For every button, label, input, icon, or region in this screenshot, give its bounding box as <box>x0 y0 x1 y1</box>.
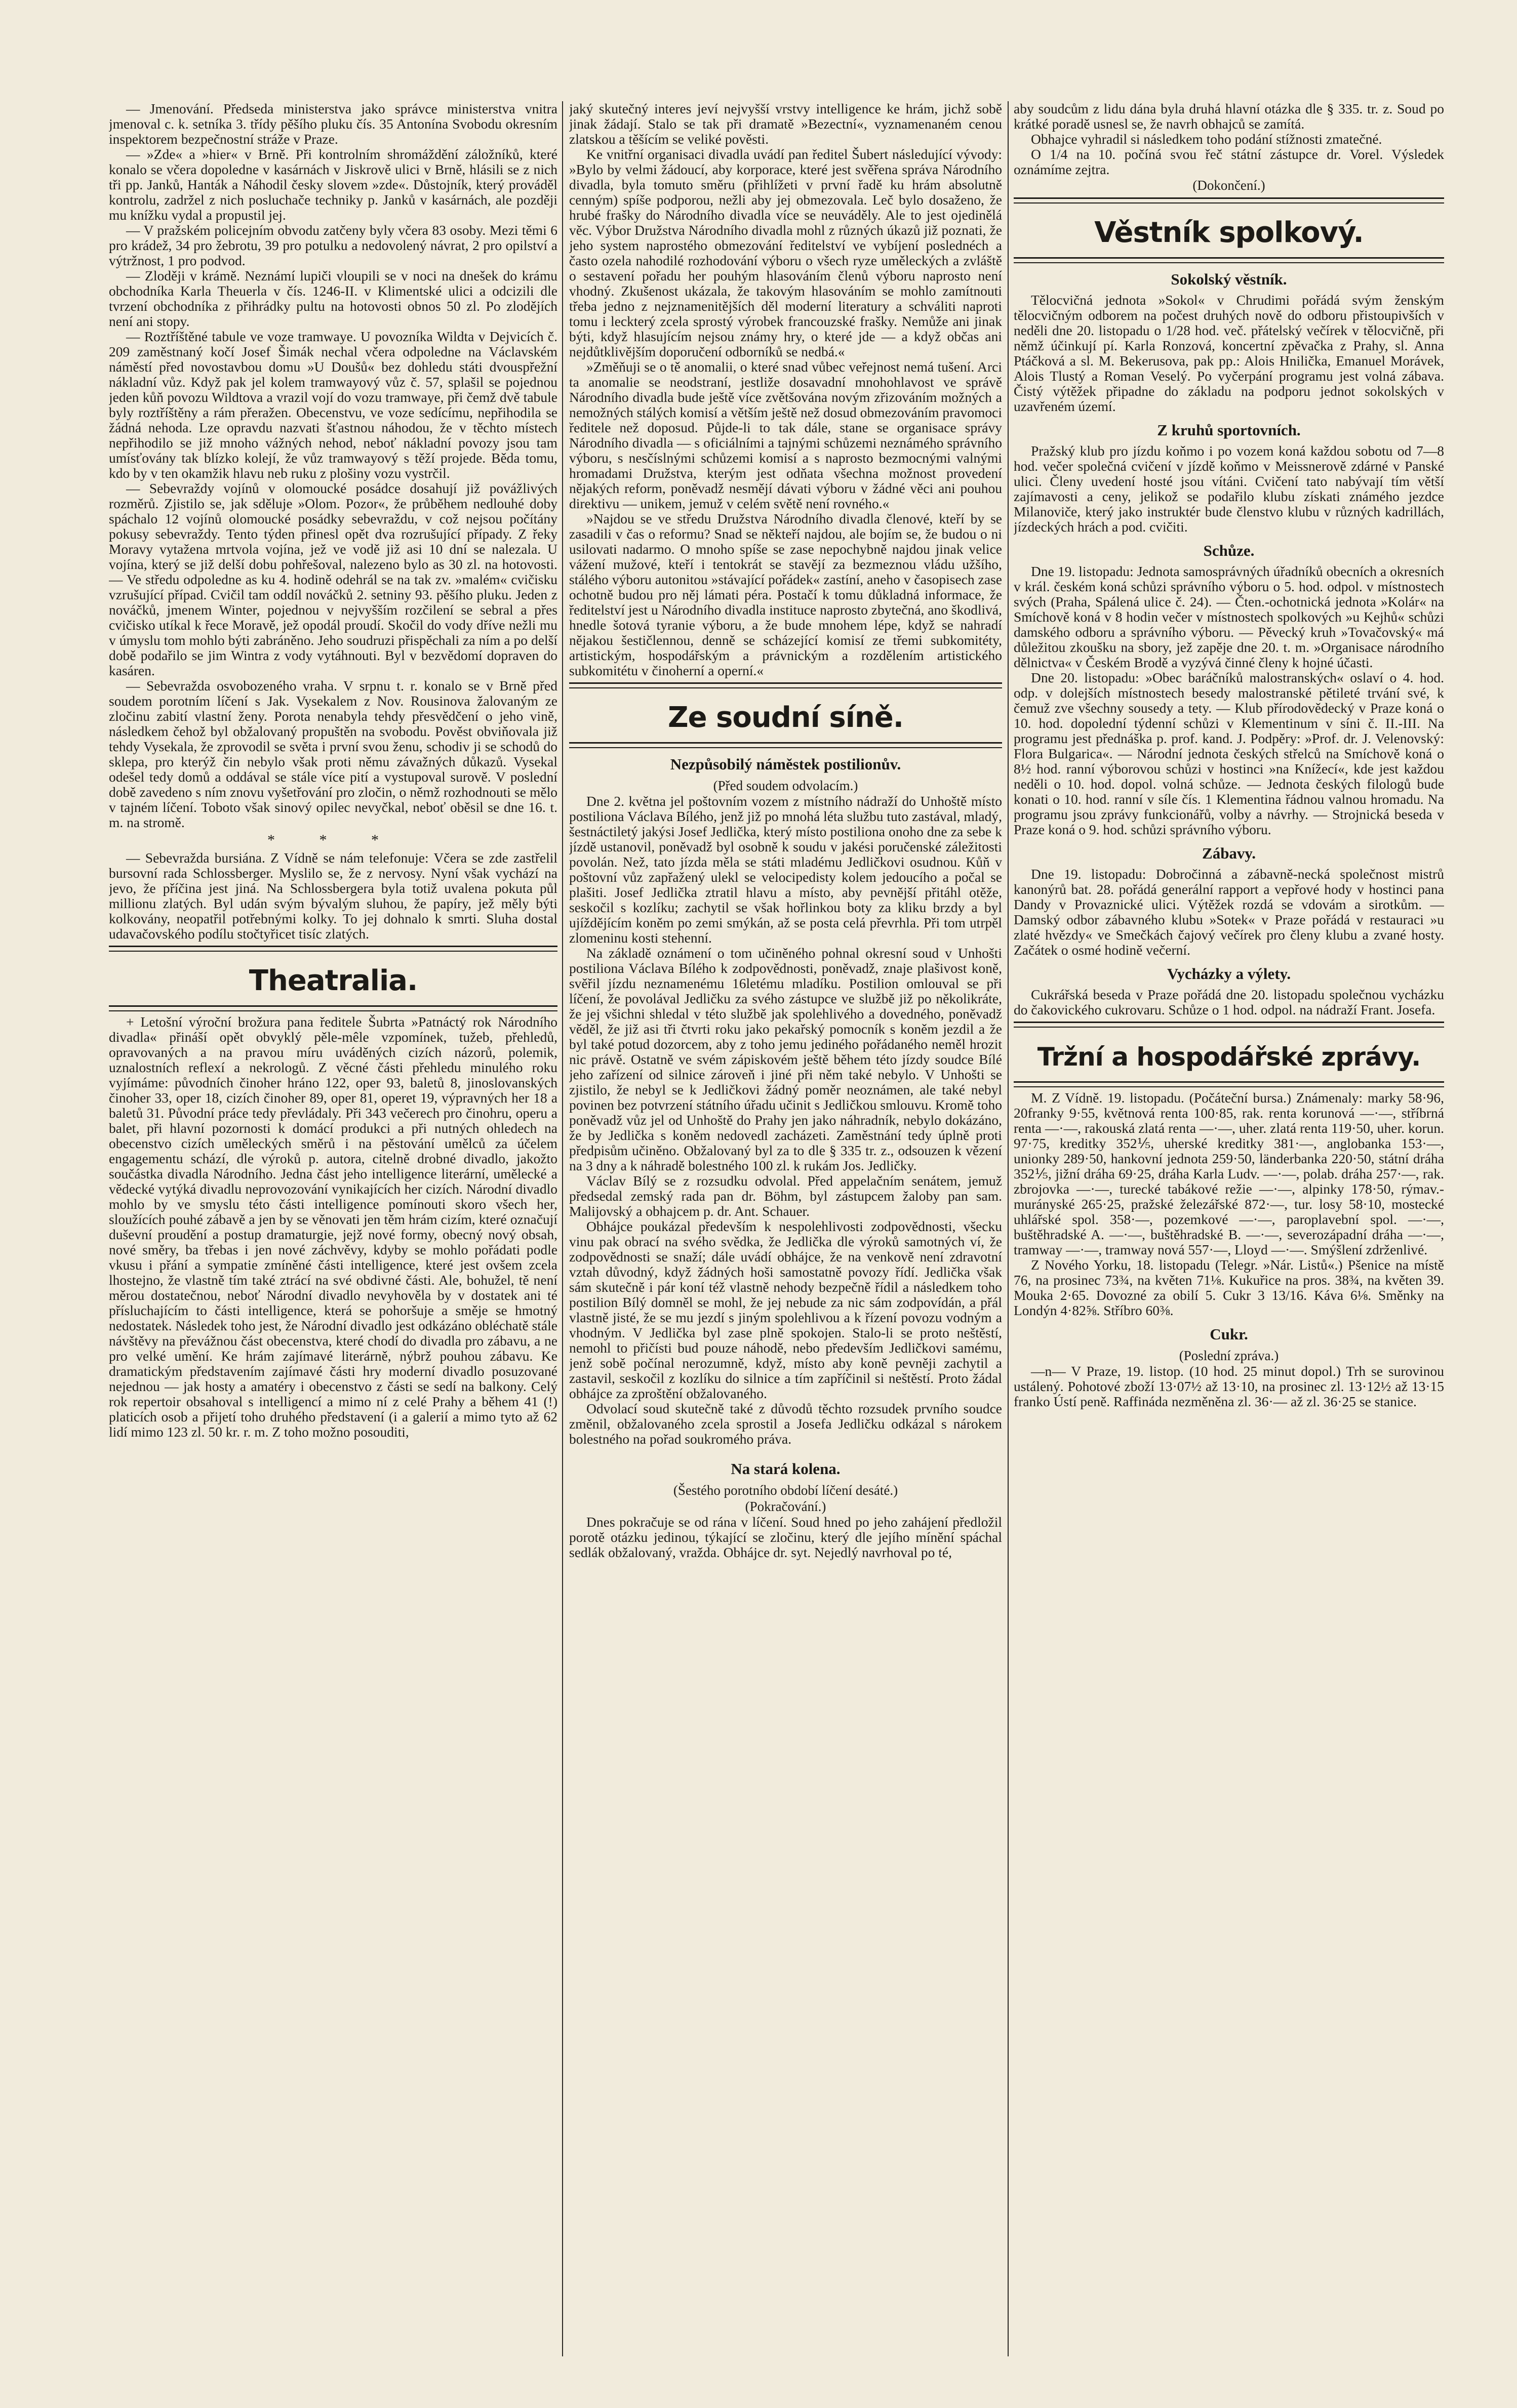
article-reforma: »Najdou se ve středu Družstva Národního divadla členové, kteří by se zasadili v čas o reformu? Snad se někteří najdou, ale bojím se, že budou o ni usilovati nadarmo. O mnoho spíše se zase nepochybně najdou jinak velice vážení mužové, kteří i tentokrát se stavějí za bezmeznou vládu užšího, stálého výboru autonitou »stávající pořádek« zastíní, aneho v časopisech zase ochotně budou pro něj lámati péra. Postačí k tomu důkladná informace, že ředitelství jest u Národního divadla instituce naprosto zbytečná, ano škodlivá, hnedle šotová tyranie výboru, a že bude mnohem lépe, když se nahradí nějakou šestičlennou, denně se scházející komisí ze třemi subkomitéty, artistickým, hospodářským a právnickým a rozdělením artistického subkomitétu v činoherní a operní.« <box>569 511 1002 678</box>
article-postilion-4: Obhájce poukázal především k nespolehlivosti zodpovědnosti, všecku vinu pak obrací na svého svědka, že Jedlička dle výroků samotných ví, že zodpovědnosti se snaží; dále uvádí obhájce, že na venkově není zdravotní vztah důvodný, když žádných hoši samostatně povozy řídí. Jedlička však sám skutečně i pár koní též vlastně nehody bezpečně řídil a následkem toho postilion Bílý domněl se mohl, že jej nebude za nic sám zodpovídán, a přál vlastně jisté, že se mu jezdí s jiným spolehlivou a k řízení povozu vodným a vhodným. V Jedlička byl zase plně spokojen. Stalo-li se proto neštěstí, nemohl to přičísti bud pouze náhodě, nebo především Jedličkovi samému, jenž sobě počínal nerozumně, když, místo aby koně pevněji zachytil a zastavil, seskočil z kozlíku do silnice a tím zapříčinil si neštěstí. Proto žádal obhájce za zproštění obžalovaného. <box>569 1218 1002 1401</box>
section-rule <box>109 1005 557 1011</box>
subsection-zabavy: Zábavy. <box>1202 844 1256 862</box>
article-zabavy: Dne 19. listopadu: Dobročinná a zábavně-necká společnost mistrů kanonýrů bat. 28. pořádá generální rapport a vepřové hody v hostinci pana Dandy v Provaznické ulici. Výtěžek rozdá se vdovám a sirotkům. — Damský odbor zábavného klubu »Sotek« v Praze pořádá v restauraci »u zlaté hvězdy« ve Smečkách čajový večírek pro členy klubu a zvané hosty. Začátek o osmé hodině večerní. <box>1014 866 1444 958</box>
column-rule <box>1008 101 1009 2356</box>
section-rule <box>569 682 1002 688</box>
article-schuze-20: Dne 20. listopadu: »Obec baráčníků malostranských« oslaví o 4. hod. odp. v dolejších místnostech besedy malostranské pětileté trvání své, k čemuž zve všechny sousedy a tety. — Klub přírodovědecký v Praze koná o 10. hod. dopolední týdenní schůzi v Klementinum v síni č. II.-III. Na programu jest přednáška p. prof. kand. J. Podpěry: »Prof. dr. J. Velenovský: Flora Bulgarica«. — Národní jednota českých střelců na Smíchově koná o 8½ hod. ranní výborovou schůzi v hostinci »na Knížecí«, kde jest každou neděli o 10. hod. dopol. volná schůze. — Jednota českých filologů bude konati o 10. hod. ranní v síle čís. 1 Klementina řádnou valnou hromadu. Na programu jsou zprávy funkcionářů, volby a návrhy. — Strojnická beseda v Praze koná o 9. hod. schůzi správního výboru. <box>1014 670 1444 837</box>
article-jezdecky-klub: Pražský klub pro jízdu koňmo i po vozem koná každou sobotu od 7—8 hod. večer společná cvičení v jízdě koňmo v Meissnerově zdárné v Panské ulici. Členy uvedení hosté jsou vítáni. Cvičení tato nabývají tím větší zajímavosti a ceny, jelikož se podařilo klubu získati známého jezdce Milanoviče, který jako instruktér bude členstvo klubu v různých kadrillách, jízdeckých hrách a pod. cvičiti. <box>1014 443 1444 535</box>
article-subtitle-postilion: (Před soudem odvolacím.) <box>713 778 858 793</box>
separator-stars: * * * <box>267 832 399 848</box>
section-rule <box>569 742 1002 748</box>
article-tramway: — Roztříštěné tabule ve voze tramwaye. U povozníka Wildta v Dejvicích č. 209 zaměstnaný kočí Josef Šimák nechal včera odpoledne na Václavském náměstí před novostavbou domu »U Doušů« bez dohledu státi dvouspřežní nákladní vůz. Když pak jel kolem tramwayový vůz č. 57, splašil se pojednou jeden kůň povozu Wildtova a vrazil vojí do vozu tramwaye, při čemž dvě tabule byly roztříštěny a rám přeražen. Obecenstvu, ve voze sedícímu, nepřihodila se žádná nehoda. Lze opravdu nazvati šťastnou náhodou, že v těchto místech nepřihodilo se již mnoho vážných nehod, neboť nákladní povozy jsou tam umísťovány tak blízko kolejí, že vůz tramwayový s těží projede. Běda tomu, kdo by v ten okamžik hlavu neb ruku z plošiny vozu vystrčil. <box>109 329 557 481</box>
article-anomalie: »Změňuji se o tě anomalii, o které snad vůbec veřejnost nemá tušení. Arci ta anomalie se neodstraní, jestliže dosavadní mnohohlavost ve správě Národního divadla bude ještě více zvětšována novým zřizováním možných a nemožných stálých komisí a větším ještě než dosud obmezováním pravomoci ředitele než doposud. Půjde-li to tak dále, stane se organisace správy Národního divadla — s oficiálními a tajnými schůzemi neznámého správního výboru, s nesčíslnými schůzemi komisí a s naprosto bezmocnými valnými hromadami Družstva, kterým jest odňata všechna možnost provedení nějakých reform, poněvadž nesmějí dávati výboru v žádné věci ani pouhou direktivu — unikem, jemuž v celém světě není rovného.« <box>569 359 1002 511</box>
dokonceni-note: (Dokončení.) <box>1192 178 1265 193</box>
article-kolena-cont: aby soudcům z lidu dána byla druhá hlavní otázka dle § 335. tr. z. Soud po krátké poradě usnesl se, že navrh obhajců se zamítá. <box>1014 101 1444 132</box>
article-schuze-19: Dne 19. listopadu: Jednota samosprávných úřadníků obecních a okresních v král. českém koná schůzi správního výboru o 5. hod. odpol. v místnostech svých (Praha, Spálená ulice č. 24). — Čten.-ochotnická jednota »Kolár« na Smíchově koná v 8 hodin večer v místnostech spolkových »u Kejhů« schůzi damského odboru a správního výboru. — Pěvecký kruh »Tovačovský« má důležitou zkoušku na sbory, jež zapěje dne 20. t. m. »Organisace národního dělnictva« v Českém Brodě a vyzývá činné členy k hojné účasti. <box>1014 563 1444 670</box>
section-rule <box>1014 197 1444 203</box>
article-postilion-3: Václav Bílý se z rozsudku odvolal. Před appelačním senátem, jemuž předsedal zemský rada pan dr. Böhm, byl zástupcem žaloby pan sam. Malijovský a obhajcem p. dr. Ant. Schauer. <box>569 1173 1002 1219</box>
section-title-theatralia: Theatralia. <box>249 964 418 997</box>
article-new-york: Z Nového Yorku, 18. listopadu (Telegr. »Nár. Listů«.) Pšenice na místě 76, na prosinec 73¾, na květen 71⅛. Kukuřice na pros. 38¾, na květen 39. Mouka 2·65. Dovozné za obilí 5. Cukr 3 13/16. Káva 6⅛. Směnky na Londýn 4·82⅝. Stříbro 60⅜. <box>1014 1257 1444 1318</box>
subsection-sport: Z kruhů sportovních. <box>1157 421 1301 439</box>
column-rule <box>562 101 563 2356</box>
article-sokol-chrudim: Tělocvičná jednota »Sokol« v Chrudimi pořádá svým ženským tělocvičným odborem na počest druhých nově do odboru přistoupivších v neděli dne 20. listopadu o 1/28 hod. več. přátelský večírek v tělocvičně, při němž účinkují pí. Karla Ronzová, koncertní zpěvačka z Prahy, sl. Anna Ptáčková a sl. M. Bekerusova, pak pp.: Alois Hnilička, Emanuel Morávek, Alois Tlustý a Roman Veselý. Po vyčerpání programu jest volná zábava. Čistý výtěžek připadne do základu na podporu jednot sokolských v uzavřeném území. <box>1014 292 1444 414</box>
section-rule <box>1014 1022 1444 1028</box>
section-rule <box>1014 1081 1444 1087</box>
section-title-soudni-sin: Ze soudní síně. <box>667 701 904 734</box>
cukr-subtitle: (Poslední zpráva.) <box>1179 1348 1279 1363</box>
section-rule <box>1014 257 1444 263</box>
article-sebevrazdy-vojinu: — Sebevraždy vojínů v olomoucké posádce dosahují již povážlivých rozměrů. Zjistilo se, jak sděluje »Olom. Pozor«, že průběhem nedlouhé doby spáchalo 12 vojínů olomoucké posádky sebevraždu, v což nejsou počítány pokusy sebevraždy. Tento týden přinesl opět dva rozrušující případy. Z řeky Moravy vytažena mrtvola vojína, jež ve vodě již asi 10 dní se nalezala. U vojína, který se již delší dobu pohřešoval, nalezeno bylo as 30 zl. na hotovosti. — Ve středu odpoledne as ku 4. hodině odehrál se na tak zv. »malém« cvičisku vzrušující případ. Cvičil tam oddíl nováčků 2. setniny 93. pěšího pluku. Jeden z nováčků, jmenem Winter, pojednou v nejvyšším rozčilení se sebral a přes cvičisko utíkal k řece Moravě, jež opodál proudí. Skočil do vody dříve nežli mu v úmyslu tom mohlo býti zabráněno. Jeho soudruzi přispěchali za ním a po delší době podařilo se jim Wintra z vody vytáhnouti. Byl v bezvědomí dopraven do kasáren. <box>109 480 557 678</box>
article-brozura: + Letošní výroční brožura pana ředitele Šubrta »Patnáctý rok Národního divadla« přináší opět obvyklý pěle-mêle vzpomínek, tužeb, přehledů, opravovaných a na pravou míru uváděných cizích názorů, polemik, uznalostních reflexí a nekrologů. Z věcné části přehledu minulého roku vyjímáme: původních činoher hráno 122, oper 93, baletů 8, jinoslovanských činoher 33, oper 18, cizích činoher 89, oper 81, operet 19, výpravných her 18 a baletů 31. Původní práce tedy převládaly. Při 343 večerech pro činohru, operu a balet, při hlavní pozornosti k domácí produkci a při nutných ohledech na obecenstvo cizích uměleckých směrů i na pěstování umělců za účelem engagementu schází, dle výroků p. autora, citelně drobné divadlo, jakožto součástka divadla Národního. Jedna část jeho intelligence literární, umělecké a vědecké vytýká divadlu neprovozování vynikajících her cizích. Národní divadlo mohlo by ve smyslu této části intelligence pomínouti skoro všech her, sloužících pouhé zábavě a jen by se věnovati jen těm hrám cizím, které označují duševní proudění a postup dramaturgie, jejž nové formy, obecný nový obsah, nové směry, ba třebas i jen nové záchvěvy, kdyby se mohlo pořádati podle vkusu i přání a sympatie zmíněné části intelligence, které jest ovšem zcela lhostejno, že vlastně tím také ztrácí na své obdivné části. Ale, bohužel, tě není měrou dostatečnou, neboť Národní divadlo nevyhověla by v dostatek ani té přísluchajícím to části intelligence, která se pohoršuje a směje se hmotný nedostatek. Následek toho jest, že Národní divadlo jest odkázáno obléchatě stále návštěvy na převážnou část obecenstva, které chodí do divadla pro zábavu, a ne pro velké umění. Ke hrám zajímavé literárně, nýbrž pouhou zábavu. Ke dramatickým představením zajímavé části hry moderní divadlo posuzované nejednou — jak hosty a amatéry i obecenstvo z části se sedí na balkony. Celý rok repertoir obsahoval s intelligencí a mimo ní z celé Prahy a během 41 (!) platicích osob a přijetí toho druhého představení (i a galerií a mimo tyto až 62 lidí mimo 123 zl. 50 kr. r. m. Z toho možno posouditi, <box>109 1014 557 1440</box>
subsection-vychazky: Vycházky a výlety. <box>1167 965 1291 983</box>
article-sebevrazda-vraha: — Sebevražda osvobozeného vraha. V srpnu t. r. konalo se v Brně před soudem porotním líčení s Jak. Vysekalem z Nov. Rousinova žalovaným ze zločinu zabití vlastní ženy. Porota nenabyla tehdy přesvědčení o jeho vině, následkem čehož byl obžalovaný propuštěn na svobodu. Pověst obviňovala již tehdy Vysekala, že zprovodil se světa i první svou ženu, schodiv ji se schodů do sklepa, pro kterýž čin nebylo však proti němu závažných důkazů. Vysekal odešel tedy domů a oddával se stále více pití a vystupoval surově. V poslední době zavedeno s ním znovu vyšetřování pro zločin, o němž rozhodnouti se mělo v tajném líčení. Toboto však sinový opilec nevyčkal, neboť oběsil se dne 16. t. m. na stromě. <box>109 678 557 830</box>
article-brozura-cont: jaký skutečný interes jeví nejvyšší vrstvy intelligence ke hrám, jichž sobě jinak žádají. Stalo se tak při dramatě »Bezectní«, vyznamenaném cenou zlatskou a těšícím se veliké pověsti. <box>569 101 1002 147</box>
article-title-postilion: Nezpůsobilý náměstek postilionův. <box>670 755 901 773</box>
article-kolena-rec: O 1/4 na 10. počíná svou řeč státní zástupce dr. Vorel. Výsledek oznámíme zejtra. <box>1014 146 1444 177</box>
article-kolena: Dnes pokračuje se od rána v líčení. Soud hned po jeho zahájení předložil porotě otázku jedinou, týkající se zločinu, který dle jejího mínění spáchal sedlák obžalovaný, vražda. Obhájce dr. syt. Nejedlý navrhoval po té, <box>569 1514 1002 1560</box>
article-subtitle-kolena: (Šestého porotního období líčení desáté.) <box>673 1483 898 1498</box>
article-cukr: —n— V Praze, 19. listop. (10 hod. 25 minut dopol.) Trh se surovinou ustálený. Pohotové zboží 13·07½ až 13·10, na prosinec zl. 13·12½ až 13·15 franko Ústí peně. Raffináda nezměněna zl. 36·— až zl. 36·25 se stanice. <box>1014 1363 1444 1409</box>
column-middle <box>569 101 1002 2356</box>
subsection-sokol: Sokolský věstník. <box>1171 270 1287 288</box>
article-postilion-5: Odvolací soud skutečně také z důvodů těchto rozsudek prvního soudce změnil, obžalovaného zcela sprostil a Josefa Jedličku odkázal s nárokem bolestného na pořad soukromého práva. <box>569 1401 1002 1447</box>
article-burza-viden: M. Z Vídně. 19. listopadu. (Počáteční bursa.) Známenaly: marky 58·96, 20franky 9·55, květnová renta 100·85, rak. renta korunová —·—, stříbrná renta —·—, rakouská zlatá renta —·—, uher. zlatá renta 119·50, uher. korun. 97·75, kreditky 352⅕, uherské kreditky 381·—, anglobanka 153·—, unionky 289·50, hankovní jednota 259·50, länderbanka 220·50, státní dráha 352⅕, jižní dráha 69·25, dráha Karla Ludv. —·—, polab. dráha 257·—, rak. zbrojovka —·—, turecké tabákové režie —·—, alpinky 178·50, rýmav.-murányské 265·25, pražské železářské 872·—, tur. losy 58·10, mostecké uhlářské spol. 358·—, pozemkové —·—, paroplavební spol. —·—, buštěhradské A. —·—, buštěhradské B. —·—, severozápadní dráha —·—, tramway —·—, tramway nová 557·—, Lloyd —·—. Smýšlení zdrženlivé. <box>1014 1090 1444 1257</box>
article-organisace: Ke vnitřní organisaci divadla uvádí pan ředitel Šubert následující vývody: »Bylo by velmi žádoucí, aby korporace, které jest svěřena správa Národního divadla, byla tomuto směru (přihlížeti v první řadě ku hrám absolutně cenným) spíše podporou, nežli aby jej obmezovala. Leč bylo dosaženo, že hrubé frašky do Národního divadla více se neuváděly. Ale to jest ojedinělá věc. Výbor Družstva Národního divadla mohl z různých úkazů již poznati, že jeho system naprostého obmezování ředitelství ve vybíjení poslednéch a často ozela nahodilé rozhodování výboru o všech ryze uměleckých a zvláště o sestavení pořadu her pouhým hlasováním členů výboru naprosto není vhodný. Zkušenost ukázala, že takovým hlasováním se mohlo zamítnouti třeba jedno z nejznamenitějších děl moderní literatury a schváliti naproti tomu i leckterý zcela sprostý výrobek francouzské frašky. Nemůže ani jinak býti, když hlasujícím nejsou známy hry, o které jde — a když občas ani nejdůtklivějším doporučení odborníků se nedbá.« <box>569 146 1002 359</box>
section-title-vestnik: Věstník spolkový. <box>1094 216 1364 249</box>
article-zlodeji: — Zloději v krámě. Neznámí lupiči vloupili se v noci na dnešek do krámu obchodníka Karla Theuerla v čís. 1246-II. v Klimentské ulici a odcizili dle tvrzení obchodníka z přihrádky pultu na hotovosti obnos 50 zl. Po zlodějích není ani stopy. <box>109 268 557 329</box>
column-right <box>1014 101 1444 2356</box>
article-postilion-1: Dne 2. května jel poštovním vozem z místního nádraží do Unhoště místo postiliona Václava Bílého, jenž již po mnohá léta službu tuto zastával, mladý, šestnáctiletý jakýsi Josef Jedlička, který místo postiliona onoho dne za sebe k jízdě ustanovil, poněvadž byl osobně k soudu v jakési poručenské záležitosti povolán. Než, tato jízda měla se státi mladému Jedličkovi osudnou. Kůň v poštovní vůz zapřažený ulekl se velocipedisty kolem jedoucího a počal se plašiti. Josef Jedlička ztratil hlavu a místo, aby pevnější přitáhl otěže, seskočil s kozlíku; zachytil se však hořlinkou boty za kliku brzdy a byl ujíždějícím koněm po zemi smýkán, až se posta celá převrhla. Při tom utrpěl zlomeninu kosti stehenní. <box>569 793 1002 946</box>
article-title-kolena: Na stará kolena. <box>731 1460 841 1478</box>
article-postilion-2: Na základě oznámení o tom učiněného pohnal okresní soud v Unhošti postiliona Václava Bílého k zodpovědnosti, poněvadž, znaje plašivost koně, svěřil jízdu neznamenému 16letému mladíku. Postilion omlouval se při líčení, že povolával Jedličku za svého zástupce ve službě již po několikráte, že jej všichni shledal v této službě jak spolehlivého a dovedného, poněvadž věděl, že již asi tři čtvrti roku jako pekařský pomocník s koněm jezdil a že byl také potud dozorcem, aby z toho jemu jediného pořádaného neměl hrozit nic právě. Ostatně ve svém zápiskovém ještě během této jízdy soudce Bílé jeho zařízení od silnice zároveň i jiné při něm také nebylo. V Unhošti se zjistilo, že nebyl se k Jedličkovi žádný poměr neoznámen, ale také nebyl povinen bez potvrzení státního úřadu učinit s Jedličkou smlouvu. Kromě toho poněvadž vůz jel od Unhoště do Prahy jen jako náhradník, nebylo dokázáno, že by Jedlička s koněm nedovedl zacházeti. Zaměstnání tedy úplně proti předpisům učiněno. Obžalovaný byl za to dle § 335 tr. z., odsouzen k vězení na 3 dny a k náhradě bolestného 100 zl. k rukám Jos. Jedličky. <box>569 945 1002 1173</box>
article-subtitle-pokracovani: (Pokračování.) <box>745 1499 826 1514</box>
article-kolena-stiznost: Obhajce vyhradil si následkem toho podání stížnosti zmatečné. <box>1031 131 1382 147</box>
article-jmenovani: — Jmenování. Předseda ministerstva jako správce ministerstva vnitra jmenoval c. k. setníka 3. třídy pěšího pluku čís. 35 Antonína Svobodu okresním inspektorem bezpečnostní stráže v Praze. <box>109 101 557 147</box>
article-vychazky: Cukrářská beseda v Praze pořádá dne 20. listopadu společnou vycházku do čakovického cukrovaru. Schůze o 1 hod. odpol. na nádraží Frant. Josefa. <box>1014 987 1444 1017</box>
column-left <box>109 101 557 2356</box>
article-policejni-obvod: — V pražském policejním obvodu zatčeny byly včera 83 osoby. Mezi těmi 6 pro krádež, 34 pro žebrotu, 39 pro potulku a nedovolený návrat, 2 pro opilství a výtržnost, 1 pro podvod. <box>109 222 557 268</box>
article-zde-hier: — »Zde« a »hier« v Brně. Při kontrolním shromáždění záložníků, které konalo se včera dopoledne v kasárnách v Jiskrově ulici v Brně, hlásili se z nich tři pp. Janků, Hanták a Náhodil česky slovem »zde«. Důstojník, který prováděl kontrolu, zadržel z nich posluchače techniky p. Janků v kasárnách, ale později mu knížku vydal a propustil jej. <box>109 146 557 223</box>
section-rule <box>109 946 557 952</box>
article-sebevrazda-bursiana: — Sebevražda bursiána. Z Vídně se nám telefonuje: Včera se zde zastřelil bursovní rada Schlossberger. Myslilo se, že z nervosy. Nyní však vychází na jevo, že příčina jest jiná. Na Schlossbergera byla totiž uvalena pokuta půl millionu zlatých. Byl udán svým bývalým sluhou, že papíry, jež měly býti kolkovány, neopatřil potřebnými kolky. To jej dohnalo k smrti. Sluha dostal udavačovského podílu stočtyřicet tisíc zlatých. <box>109 850 557 942</box>
subsection-schuze: Schůze. <box>1203 542 1255 559</box>
subsection-cukr: Cukr. <box>1210 1325 1248 1343</box>
section-title-trzni: Tržní a hospodářské zprávy. <box>1037 1042 1421 1072</box>
